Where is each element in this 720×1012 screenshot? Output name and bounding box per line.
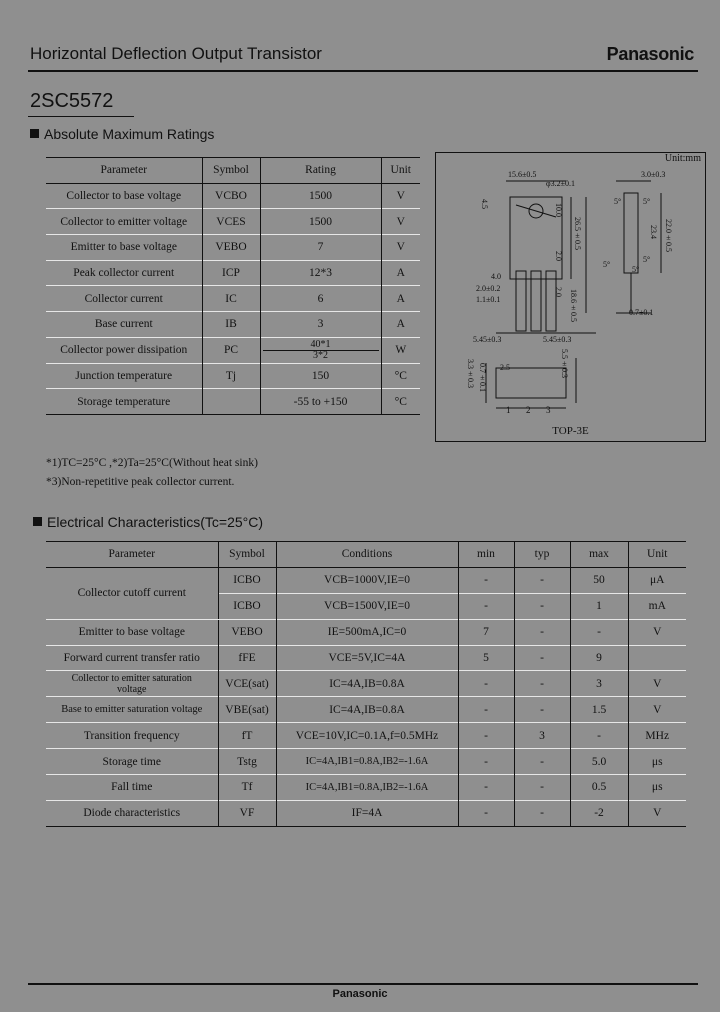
table-row: Diode characteristics VF IF=4A - - -2 V <box>46 800 686 826</box>
header-symbol: Symbol <box>202 158 260 184</box>
table-row: Storage time Tstg IC=4A,IB1=0.8A,IB2=-1.6A - - 5.0 μs <box>46 749 686 775</box>
pin-number: 3 <box>546 405 551 415</box>
table-row: Collector to emitter voltage VCES 1500 V <box>46 209 420 235</box>
header-min: min <box>458 542 514 568</box>
header-symbol: Symbol <box>218 542 276 568</box>
part-number-underline <box>28 116 134 117</box>
angle-label: 5° <box>632 265 640 274</box>
bullet-square-icon <box>30 129 39 138</box>
dimension-label: 18.6±0.5 <box>569 289 578 322</box>
table-header-row <box>46 158 420 184</box>
dimension-label: 2.5 <box>500 363 510 372</box>
table-row: Peak collector current ICP 12*3 A <box>46 260 420 286</box>
table-row: Junction temperature Tj 150 °C <box>46 363 420 389</box>
document-title: Horizontal Deflection Output Transistor <box>30 44 322 63</box>
header-unit: Unit <box>628 542 686 568</box>
electrical-characteristics-table <box>46 541 686 827</box>
header-unit: Unit <box>381 158 420 184</box>
absolute-maximum-ratings-table <box>46 157 420 415</box>
brand-logo: Panasonic <box>606 44 694 64</box>
dimension-label: 5.45±0.3 <box>543 335 572 344</box>
header-typ: typ <box>514 542 570 568</box>
table-row: Fall time Tf IC=4A,IB1=0.8A,IB2=-1.6A - - 0.5 μs <box>46 775 686 801</box>
side-view-outline <box>624 193 638 273</box>
bottom-view-outline <box>496 368 566 398</box>
pin-lead <box>516 271 526 331</box>
pin-lead <box>546 271 556 331</box>
package-name: TOP-3E <box>552 425 589 437</box>
dimension-label: 5.45±0.3 <box>473 335 502 344</box>
dimension-label: 15.6±0.5 <box>508 170 537 179</box>
dimension-label: 0.7±0.1 <box>629 308 654 317</box>
header-conditions: Conditions <box>276 542 458 568</box>
footer-brand: Panasonic <box>332 988 388 1000</box>
dimension-label: 4.0 <box>491 272 501 281</box>
table-row: Collector cutoff current ICBO VCB=1000V,IE=0 - - 50 μA <box>46 567 686 593</box>
ec-section-title: Electrical Characteristics(Tc=25°C) <box>33 514 263 530</box>
table-row: Collector to emitter saturation voltage VCE(sat) IC=4A,IB=0.8A - - 3 V <box>46 671 686 697</box>
header-rating: Rating <box>260 158 381 184</box>
table-row: Forward current transfer ratio fFE VCE=5V,IC=4A 5 - 9 <box>46 645 686 671</box>
table-row: Base to emitter saturation voltage VBE(sat) IC=4A,IB=0.8A - - 1.5 V <box>46 697 686 723</box>
table-row: Transition frequency fT VCE=10V,IC=0.1A,f=0.5MHz - 3 - MHz <box>46 723 686 749</box>
amr-section-title: Absolute Maximum Ratings <box>30 126 214 142</box>
dimension-label: 10.0 <box>554 203 563 217</box>
part-number: 2SC5572 <box>30 90 114 112</box>
footer-divider <box>28 983 698 985</box>
dimension-label: 23.4 <box>649 225 658 239</box>
dimension-label: 0.7±0.1 <box>478 363 487 392</box>
angle-label: 5° <box>643 255 651 264</box>
header-parameter: Parameter <box>108 548 156 561</box>
dimension-label: 3.0±0.3 <box>641 170 666 179</box>
unit-label: Unit:mm <box>664 153 701 164</box>
table-row: Emitter to base voltage VEBO 7 V <box>46 235 420 261</box>
dimension-label: 22.0±0.5 <box>664 219 673 252</box>
table-row: Storage temperature -55 to +150 °C <box>46 389 420 415</box>
bullet-square-icon <box>33 517 42 526</box>
table-row: Collector power dissipation PC 40*1 3*2 W <box>46 337 420 363</box>
header-divider <box>28 70 698 72</box>
table-row: Collector to base voltage VCBO 1500 V <box>46 183 420 209</box>
table-row: Collector current IC 6 A <box>46 286 420 312</box>
table-row: Emitter to base voltage VEBO IE=500mA,IC=0 7 - - V <box>46 619 686 645</box>
dimension-label: 3.3±0.3 <box>466 359 475 388</box>
dimension-label: 2.0 <box>554 251 563 261</box>
angle-label: 5° <box>614 197 622 206</box>
dimension-label: 2.0±0.2 <box>476 284 501 293</box>
dimension-label: 5.5±0.3 <box>560 349 569 378</box>
table-row: ICBO VCB=1500V,IE=0 - - 1 mA <box>46 593 686 619</box>
pin-number: 1 <box>506 405 511 415</box>
pin-number: 2 <box>526 405 531 415</box>
footnotes <box>46 454 258 492</box>
dimension-label: 2.0 <box>554 287 563 297</box>
header-max: max <box>570 542 628 568</box>
table-header-row <box>46 542 686 568</box>
pin-lead <box>531 271 541 331</box>
table-row: Base current IB 3 A <box>46 312 420 338</box>
dimension-label: 26.5±0.5 <box>573 217 582 250</box>
angle-label: 5° <box>603 260 611 269</box>
footnote-2: *3)Non-repetitive peak collector current. <box>46 476 235 488</box>
angle-label: 5° <box>643 197 651 206</box>
dimension-label: φ3.2±0.1 <box>546 179 576 188</box>
dimension-label: 4.5 <box>480 199 489 209</box>
footnote-1: *1)TC=25°C ,*2)Ta=25°C(Without heat sink) <box>46 457 258 469</box>
header-parameter: Parameter <box>100 164 148 177</box>
package-drawing <box>435 152 706 442</box>
dimension-label: 1.1±0.1 <box>476 295 501 304</box>
